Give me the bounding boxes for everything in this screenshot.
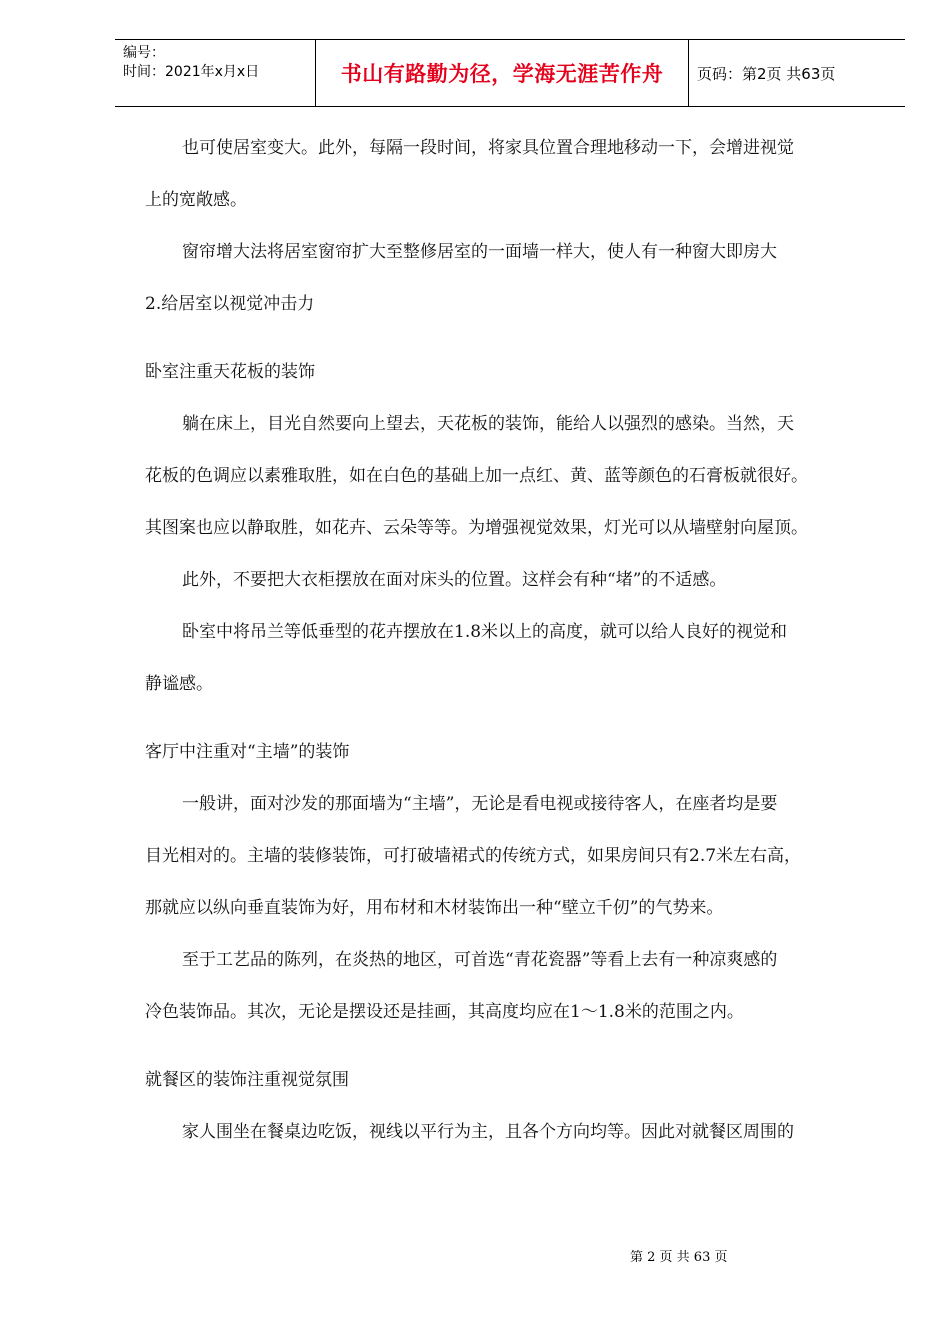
header-motto: 书山有路勤为径，学海无涯苦作舟 (316, 40, 689, 106)
page-footer: 第 2 页 共 63 页 (630, 1250, 728, 1265)
paragraph-line: 家人围坐在餐桌边吃饭，视线以平行为主，且各个方向均等。因此对就餐区周围的 (182, 1122, 794, 1142)
paragraph-line: 其图案也应以静取胜，如花卉、云朵等等。为增强视觉效果，灯光可以从墙壁射向屋顶。 (145, 518, 808, 538)
paragraph-line: 上的宽敞感。 (145, 190, 247, 210)
paragraph-line: 一般讲，面对沙发的那面墙为“主墙”，无论是看电视或接待客人，在座者均是要 (182, 794, 778, 814)
page-header (115, 39, 905, 107)
section-heading: 2.给居室以视觉冲击力 (145, 294, 315, 314)
paragraph-line: 躺在床上，目光自然要向上望去，天花板的装饰，能给人以强烈的感染。当然，天 (182, 414, 794, 434)
header-page-number: 页码：第2页 共63页 (697, 64, 836, 83)
section-heading: 客厅中注重对“主墙”的装饰 (145, 742, 350, 762)
paragraph-line: 冷色装饰品。其次，无论是摆设还是挂画，其高度均应在1～1.8米的范围之内。 (145, 1002, 744, 1022)
header-meta (115, 40, 316, 106)
section-heading: 卧室注重天花板的装饰 (145, 362, 315, 382)
paragraph-line: 此外，不要把大衣柜摆放在面对床头的位置。这样会有种“堵”的不适感。 (182, 570, 727, 590)
paragraph-line: 那就应以纵向垂直装饰为好，用布材和木材装饰出一种“壁立千仞”的气势来。 (145, 898, 724, 918)
paragraph-line: 静谧感。 (145, 674, 213, 694)
paragraph-line: 目光相对的。主墙的装修装饰，可打破墙裙式的传统方式，如果房间只有2.7米左右高， (145, 846, 802, 866)
number-label: 编号： (123, 45, 165, 61)
paragraph-line: 花板的色调应以素雅取胜，如在白色的基础上加一点红、黄、蓝等颜色的石膏板就很好。 (145, 466, 808, 486)
paragraph-line: 卧室中将吊兰等低垂型的花卉摆放在1.8米以上的高度，就可以给人良好的视觉和 (182, 622, 788, 642)
paragraph-line: 至于工艺品的陈列，在炎热的地区，可首选“青花瓷器”等看上去有一种凉爽感的 (182, 950, 778, 970)
section-heading: 就餐区的装饰注重视觉氛围 (145, 1070, 349, 1090)
time-label: 时间：2021年x月x日 (123, 64, 260, 80)
paragraph-line: 也可使居室变大。此外，每隔一段时间，将家具位置合理地移动一下，会增进视觉 (182, 138, 794, 158)
paragraph-line: 窗帘增大法将居室窗帘扩大至整修居室的一面墙一样大，使人有一种窗大即房大 (182, 242, 777, 262)
